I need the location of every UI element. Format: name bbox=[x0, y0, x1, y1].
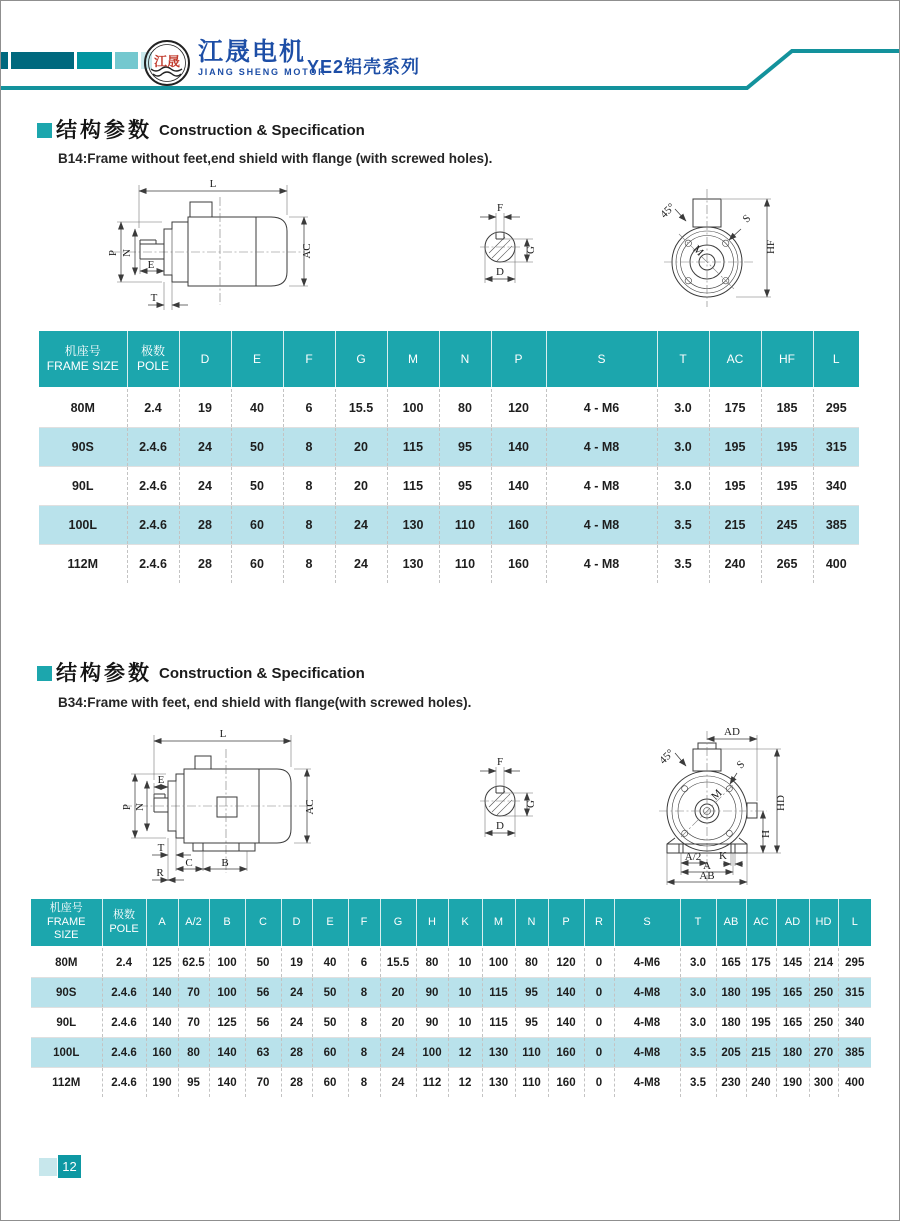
table-cell: 112M bbox=[39, 545, 127, 584]
table-cell: 295 bbox=[838, 947, 871, 978]
table-cell: 125 bbox=[146, 947, 178, 978]
table-cell: 100L bbox=[39, 506, 127, 545]
table-cell: 340 bbox=[813, 467, 859, 506]
table-cell: 8 bbox=[283, 545, 335, 584]
table-cell: 160 bbox=[491, 506, 546, 545]
dim-label: C bbox=[185, 857, 193, 869]
table-cell: 3.0 bbox=[657, 428, 709, 467]
dim-label: M bbox=[690, 243, 706, 259]
section-bullet-icon bbox=[37, 123, 52, 138]
dim-label: L bbox=[209, 178, 217, 190]
dim-label: AB bbox=[699, 870, 715, 882]
table-cell: 0 bbox=[584, 1038, 614, 1068]
dim-label: T bbox=[150, 292, 158, 304]
table-cell: 100 bbox=[416, 1038, 448, 1068]
dim-label: S bbox=[734, 758, 748, 772]
logo-seal-text: 江晟 bbox=[153, 54, 181, 69]
table-cell: 28 bbox=[179, 545, 231, 584]
dim-label: P bbox=[121, 803, 133, 811]
dim-label: M bbox=[709, 787, 725, 803]
brand-name-chinese: 江晟电机 bbox=[198, 38, 307, 66]
table-cell: 3.0 bbox=[680, 947, 716, 978]
table-cell: 110 bbox=[515, 1038, 548, 1068]
table-cell: 115 bbox=[482, 1008, 515, 1038]
table-cell: 3.5 bbox=[657, 545, 709, 584]
table-cell: 140 bbox=[548, 1008, 584, 1038]
table-cell: 400 bbox=[813, 545, 859, 584]
table-cell: 28 bbox=[179, 506, 231, 545]
table-cell: 19 bbox=[179, 388, 231, 428]
series-title: YE2铝壳系列 bbox=[307, 57, 421, 77]
table-cell: 140 bbox=[491, 467, 546, 506]
table-cell: 140 bbox=[209, 1038, 245, 1068]
dim-label: AC bbox=[304, 799, 316, 815]
table-cell: 195 bbox=[709, 467, 761, 506]
dim-label: AD bbox=[724, 726, 740, 738]
table-cell: 3.0 bbox=[657, 388, 709, 428]
table-cell: 2.4.6 bbox=[127, 545, 179, 584]
table-cell: 80 bbox=[416, 947, 448, 978]
table-header-row bbox=[39, 331, 859, 388]
table-cell: 2.4.6 bbox=[127, 506, 179, 545]
table-cell: 6 bbox=[348, 947, 380, 978]
table-cell: 250 bbox=[809, 978, 838, 1008]
table-cell: 3.0 bbox=[680, 978, 716, 1008]
table-cell: 90S bbox=[39, 428, 127, 467]
table-cell: 2.4.6 bbox=[127, 467, 179, 506]
column-header: 机座号 FRAME SIZE bbox=[39, 331, 127, 388]
section2-subtitle: B34:Frame with feet, end shield with flange(with screwed holes). bbox=[58, 695, 472, 710]
column-header: G bbox=[335, 331, 387, 388]
table-cell: 0 bbox=[584, 978, 614, 1008]
table-cell: 125 bbox=[209, 1008, 245, 1038]
table-cell: 60 bbox=[231, 545, 283, 584]
dim-label: B bbox=[221, 857, 229, 869]
b34-front-view-drawing bbox=[635, 723, 827, 895]
shaft-section-drawing bbox=[456, 187, 578, 295]
table-cell: 2.4.6 bbox=[102, 1038, 146, 1068]
column-header: G bbox=[380, 899, 416, 947]
table-cell: 295 bbox=[813, 388, 859, 428]
table-cell: 195 bbox=[761, 428, 813, 467]
column-header: R bbox=[584, 899, 614, 947]
table-cell: 50 bbox=[312, 978, 348, 1008]
table-cell: 160 bbox=[548, 1068, 584, 1098]
page-number: 12 bbox=[58, 1155, 81, 1178]
table-cell: 24 bbox=[179, 428, 231, 467]
dim-label: P bbox=[107, 249, 119, 257]
table-cell: 315 bbox=[813, 428, 859, 467]
table-cell: 4 - M8 bbox=[546, 545, 657, 584]
table-cell: 160 bbox=[146, 1038, 178, 1068]
column-header: 极数 POLE bbox=[102, 899, 146, 947]
page-number-decoration bbox=[39, 1158, 57, 1176]
table-cell: 115 bbox=[387, 467, 439, 506]
dim-label: G bbox=[525, 246, 537, 254]
table-cell: 205 bbox=[716, 1038, 746, 1068]
table-cell: 115 bbox=[387, 428, 439, 467]
table-cell: 8 bbox=[348, 1038, 380, 1068]
table-cell: 112 bbox=[416, 1068, 448, 1098]
table-cell: 10 bbox=[448, 947, 482, 978]
table-cell: 215 bbox=[709, 506, 761, 545]
table-cell: 4-M6 bbox=[614, 947, 680, 978]
table-cell: 70 bbox=[178, 1008, 209, 1038]
dim-label: 45° bbox=[657, 747, 677, 767]
table-cell: 3.0 bbox=[657, 467, 709, 506]
dim-label: F bbox=[496, 202, 504, 214]
table-cell: 0 bbox=[584, 947, 614, 978]
dim-label: HD bbox=[775, 795, 787, 811]
table-cell: 195 bbox=[709, 428, 761, 467]
b14-flange-front-drawing bbox=[637, 183, 825, 321]
table-cell: 160 bbox=[491, 545, 546, 584]
table-row bbox=[39, 467, 859, 506]
table-cell: 24 bbox=[281, 1008, 312, 1038]
column-header: D bbox=[179, 331, 231, 388]
column-header: P bbox=[548, 899, 584, 947]
column-header: T bbox=[680, 899, 716, 947]
column-header: E bbox=[231, 331, 283, 388]
column-header: AC bbox=[746, 899, 776, 947]
dim-label: G bbox=[525, 800, 537, 808]
column-header: 机座号 FRAME SIZE bbox=[31, 899, 102, 947]
table-cell: 4-M8 bbox=[614, 1068, 680, 1098]
column-header: L bbox=[838, 899, 871, 947]
dim-label: HF bbox=[765, 239, 777, 255]
table-cell: 195 bbox=[746, 978, 776, 1008]
table-cell: 40 bbox=[231, 388, 283, 428]
table-cell: 4-M8 bbox=[614, 1008, 680, 1038]
column-header: AD bbox=[776, 899, 809, 947]
table-cell: 120 bbox=[491, 388, 546, 428]
table-cell: 95 bbox=[515, 978, 548, 1008]
b14-side-view-drawing bbox=[99, 171, 354, 319]
table-cell: 15.5 bbox=[335, 388, 387, 428]
table-cell: 20 bbox=[335, 428, 387, 467]
table-cell: 12 bbox=[448, 1038, 482, 1068]
table-row bbox=[31, 1008, 871, 1038]
table-cell: 28 bbox=[281, 1068, 312, 1098]
table-cell: 130 bbox=[387, 545, 439, 584]
dim-label: AC bbox=[301, 243, 313, 259]
table-cell: 180 bbox=[716, 978, 746, 1008]
dim-label: D bbox=[496, 820, 504, 832]
table-cell: 60 bbox=[312, 1068, 348, 1098]
table-cell: 56 bbox=[245, 1008, 281, 1038]
table-cell: 24 bbox=[281, 978, 312, 1008]
column-header: E bbox=[312, 899, 348, 947]
table-cell: 8 bbox=[283, 467, 335, 506]
table-cell: 100 bbox=[209, 978, 245, 1008]
table-cell: 2.4.6 bbox=[102, 1008, 146, 1038]
column-header: F bbox=[283, 331, 335, 388]
b34-side-view-drawing bbox=[107, 723, 355, 895]
table-cell: 4-M8 bbox=[614, 1038, 680, 1068]
column-header: HD bbox=[809, 899, 838, 947]
table-cell: 80 bbox=[178, 1038, 209, 1068]
table-cell: 240 bbox=[709, 545, 761, 584]
table-cell: 70 bbox=[245, 1068, 281, 1098]
column-header: L bbox=[813, 331, 859, 388]
table-row bbox=[31, 978, 871, 1008]
table-cell: 100L bbox=[31, 1038, 102, 1068]
table-cell: 195 bbox=[746, 1008, 776, 1038]
column-header: D bbox=[281, 899, 312, 947]
dim-label: D bbox=[496, 266, 504, 278]
dim-label: K bbox=[719, 850, 727, 862]
table-cell: 20 bbox=[380, 1008, 416, 1038]
table-cell: 175 bbox=[746, 947, 776, 978]
table-cell: 140 bbox=[146, 978, 178, 1008]
table-cell: 8 bbox=[348, 1068, 380, 1098]
table-cell: 28 bbox=[281, 1038, 312, 1068]
table-row bbox=[39, 506, 859, 545]
column-header: N bbox=[439, 331, 491, 388]
table-cell: 2.4 bbox=[127, 388, 179, 428]
column-header: P bbox=[491, 331, 546, 388]
dim-label: R bbox=[156, 867, 164, 879]
table-row bbox=[31, 1068, 871, 1098]
table-cell: 90 bbox=[416, 1008, 448, 1038]
column-header: HF bbox=[761, 331, 813, 388]
table-cell: 214 bbox=[809, 947, 838, 978]
table-cell: 160 bbox=[548, 1038, 584, 1068]
dim-label: S bbox=[740, 212, 754, 226]
section1-title-cn: 结构参数 bbox=[56, 119, 152, 142]
table-cell: 24 bbox=[179, 467, 231, 506]
table-cell: 50 bbox=[312, 1008, 348, 1038]
table-cell: 180 bbox=[716, 1008, 746, 1038]
table-cell: 50 bbox=[245, 947, 281, 978]
table-cell: 400 bbox=[838, 1068, 871, 1098]
table-row bbox=[39, 388, 859, 428]
table-cell: 95 bbox=[515, 1008, 548, 1038]
table-cell: 195 bbox=[761, 467, 813, 506]
table-cell: 24 bbox=[380, 1038, 416, 1068]
table-cell: 19 bbox=[281, 947, 312, 978]
table-cell: 8 bbox=[348, 978, 380, 1008]
table-cell: 110 bbox=[515, 1068, 548, 1098]
dim-label: N bbox=[134, 803, 146, 811]
column-header: F bbox=[348, 899, 380, 947]
column-header: T bbox=[657, 331, 709, 388]
table-cell: 165 bbox=[776, 1008, 809, 1038]
dim-label: E bbox=[147, 259, 155, 271]
table-cell: 110 bbox=[439, 506, 491, 545]
section2-title-cn: 结构参数 bbox=[56, 662, 152, 685]
table-cell: 145 bbox=[776, 947, 809, 978]
column-header: 极数 POLE bbox=[127, 331, 179, 388]
table-cell: 15.5 bbox=[380, 947, 416, 978]
table-cell: 175 bbox=[709, 388, 761, 428]
table-cell: 140 bbox=[491, 428, 546, 467]
column-header: A bbox=[146, 899, 178, 947]
table-cell: 120 bbox=[548, 947, 584, 978]
table-cell: 80M bbox=[31, 947, 102, 978]
table-cell: 3.5 bbox=[680, 1038, 716, 1068]
table-cell: 8 bbox=[283, 428, 335, 467]
table-cell: 115 bbox=[482, 978, 515, 1008]
shaft-section-drawing bbox=[456, 741, 578, 849]
table-cell: 140 bbox=[146, 1008, 178, 1038]
column-header: M bbox=[387, 331, 439, 388]
table-cell: 6 bbox=[283, 388, 335, 428]
table-cell: 245 bbox=[761, 506, 813, 545]
table-cell: 165 bbox=[716, 947, 746, 978]
column-header: H bbox=[416, 899, 448, 947]
table-cell: 50 bbox=[231, 467, 283, 506]
column-header: S bbox=[546, 331, 657, 388]
table-row bbox=[39, 428, 859, 467]
header-band-decoration bbox=[1, 1, 900, 101]
column-header: AB bbox=[716, 899, 746, 947]
column-header: B bbox=[209, 899, 245, 947]
table-cell: 340 bbox=[838, 1008, 871, 1038]
section1-subtitle: B14:Frame without feet,end shield with flange (with screwed holes). bbox=[58, 151, 493, 166]
table-cell: 110 bbox=[439, 545, 491, 584]
table-cell: 8 bbox=[348, 1008, 380, 1038]
table-cell: 180 bbox=[776, 1038, 809, 1068]
dim-label: F bbox=[496, 756, 504, 768]
table-cell: 95 bbox=[439, 467, 491, 506]
table-cell: 270 bbox=[809, 1038, 838, 1068]
table-cell: 3.5 bbox=[680, 1068, 716, 1098]
table-cell: 4 - M8 bbox=[546, 467, 657, 506]
table-cell: 60 bbox=[312, 1038, 348, 1068]
table-cell: 4 - M6 bbox=[546, 388, 657, 428]
table-cell: 70 bbox=[178, 978, 209, 1008]
spec-table-b14 bbox=[39, 331, 859, 583]
table-cell: 20 bbox=[380, 978, 416, 1008]
table-header-row bbox=[31, 899, 871, 947]
table-cell: 95 bbox=[439, 428, 491, 467]
table-cell: 100 bbox=[209, 947, 245, 978]
column-header: M bbox=[482, 899, 515, 947]
table-cell: 56 bbox=[245, 978, 281, 1008]
table-cell: 300 bbox=[809, 1068, 838, 1098]
dim-label: N bbox=[121, 249, 133, 257]
table-cell: 60 bbox=[231, 506, 283, 545]
table-cell: 50 bbox=[231, 428, 283, 467]
table-cell: 165 bbox=[776, 978, 809, 1008]
table-cell: 0 bbox=[584, 1008, 614, 1038]
table-cell: 24 bbox=[335, 545, 387, 584]
column-header: N bbox=[515, 899, 548, 947]
section2-title bbox=[37, 663, 365, 684]
table-cell: 2.4.6 bbox=[102, 1068, 146, 1098]
table-cell: 265 bbox=[761, 545, 813, 584]
dim-label: H bbox=[760, 830, 772, 838]
table-cell: 80 bbox=[515, 947, 548, 978]
table-cell: 24 bbox=[335, 506, 387, 545]
table-cell: 140 bbox=[548, 978, 584, 1008]
dim-label: A/2 bbox=[684, 851, 702, 863]
spec-table-b34 bbox=[31, 899, 871, 1097]
table-cell: 2.4.6 bbox=[127, 428, 179, 467]
dim-label: L bbox=[219, 728, 227, 740]
table-cell: 2.4 bbox=[102, 947, 146, 978]
table-cell: 385 bbox=[838, 1038, 871, 1068]
table-cell: 2.4.6 bbox=[102, 978, 146, 1008]
table-cell: 80 bbox=[439, 388, 491, 428]
column-header: S bbox=[614, 899, 680, 947]
table-cell: 24 bbox=[380, 1068, 416, 1098]
column-header: C bbox=[245, 899, 281, 947]
table-cell: 20 bbox=[335, 467, 387, 506]
table-cell: 4 - M8 bbox=[546, 428, 657, 467]
dim-label: T bbox=[157, 842, 165, 854]
table-cell: 90L bbox=[31, 1008, 102, 1038]
table-cell: 90L bbox=[39, 467, 127, 506]
column-header: K bbox=[448, 899, 482, 947]
table-cell: 250 bbox=[809, 1008, 838, 1038]
table-cell: 4 - M8 bbox=[546, 506, 657, 545]
dim-label: E bbox=[157, 774, 165, 786]
table-cell: 140 bbox=[209, 1068, 245, 1098]
column-header: AC bbox=[709, 331, 761, 388]
table-cell: 215 bbox=[746, 1038, 776, 1068]
table-cell: 130 bbox=[387, 506, 439, 545]
dim-label: 45° bbox=[658, 201, 678, 221]
table-cell: 80M bbox=[39, 388, 127, 428]
table-cell: 10 bbox=[448, 978, 482, 1008]
table-cell: 190 bbox=[776, 1068, 809, 1098]
table-cell: 95 bbox=[178, 1068, 209, 1098]
column-header: A/2 bbox=[178, 899, 209, 947]
table-cell: 130 bbox=[482, 1038, 515, 1068]
dim-label: A bbox=[703, 860, 711, 872]
table-cell: 90 bbox=[416, 978, 448, 1008]
table-cell: 385 bbox=[813, 506, 859, 545]
table-row bbox=[31, 1038, 871, 1068]
table-cell: 130 bbox=[482, 1068, 515, 1098]
table-cell: 90S bbox=[31, 978, 102, 1008]
table-cell: 40 bbox=[312, 947, 348, 978]
section1-title-en: Construction & Specification bbox=[159, 122, 365, 139]
table-cell: 63 bbox=[245, 1038, 281, 1068]
table-cell: 0 bbox=[584, 1068, 614, 1098]
section2-title-en: Construction & Specification bbox=[159, 665, 365, 682]
section-bullet-icon bbox=[37, 666, 52, 681]
table-cell: 3.0 bbox=[680, 1008, 716, 1038]
table-cell: 240 bbox=[746, 1068, 776, 1098]
company-logo-icon bbox=[142, 38, 192, 88]
table-cell: 10 bbox=[448, 1008, 482, 1038]
table-cell: 8 bbox=[283, 506, 335, 545]
table-cell: 100 bbox=[387, 388, 439, 428]
table-cell: 112M bbox=[31, 1068, 102, 1098]
table-cell: 230 bbox=[716, 1068, 746, 1098]
section1-title bbox=[37, 120, 365, 141]
table-cell: 62.5 bbox=[178, 947, 209, 978]
table-cell: 190 bbox=[146, 1068, 178, 1098]
table-cell: 315 bbox=[838, 978, 871, 1008]
table-cell: 185 bbox=[761, 388, 813, 428]
table-row bbox=[39, 545, 859, 584]
table-cell: 12 bbox=[448, 1068, 482, 1098]
table-cell: 4-M8 bbox=[614, 978, 680, 1008]
table-cell: 3.5 bbox=[657, 506, 709, 545]
table-row bbox=[31, 947, 871, 978]
brand-name-english: JIANG SHENG MOTOR bbox=[198, 67, 327, 77]
table-cell: 100 bbox=[482, 947, 515, 978]
